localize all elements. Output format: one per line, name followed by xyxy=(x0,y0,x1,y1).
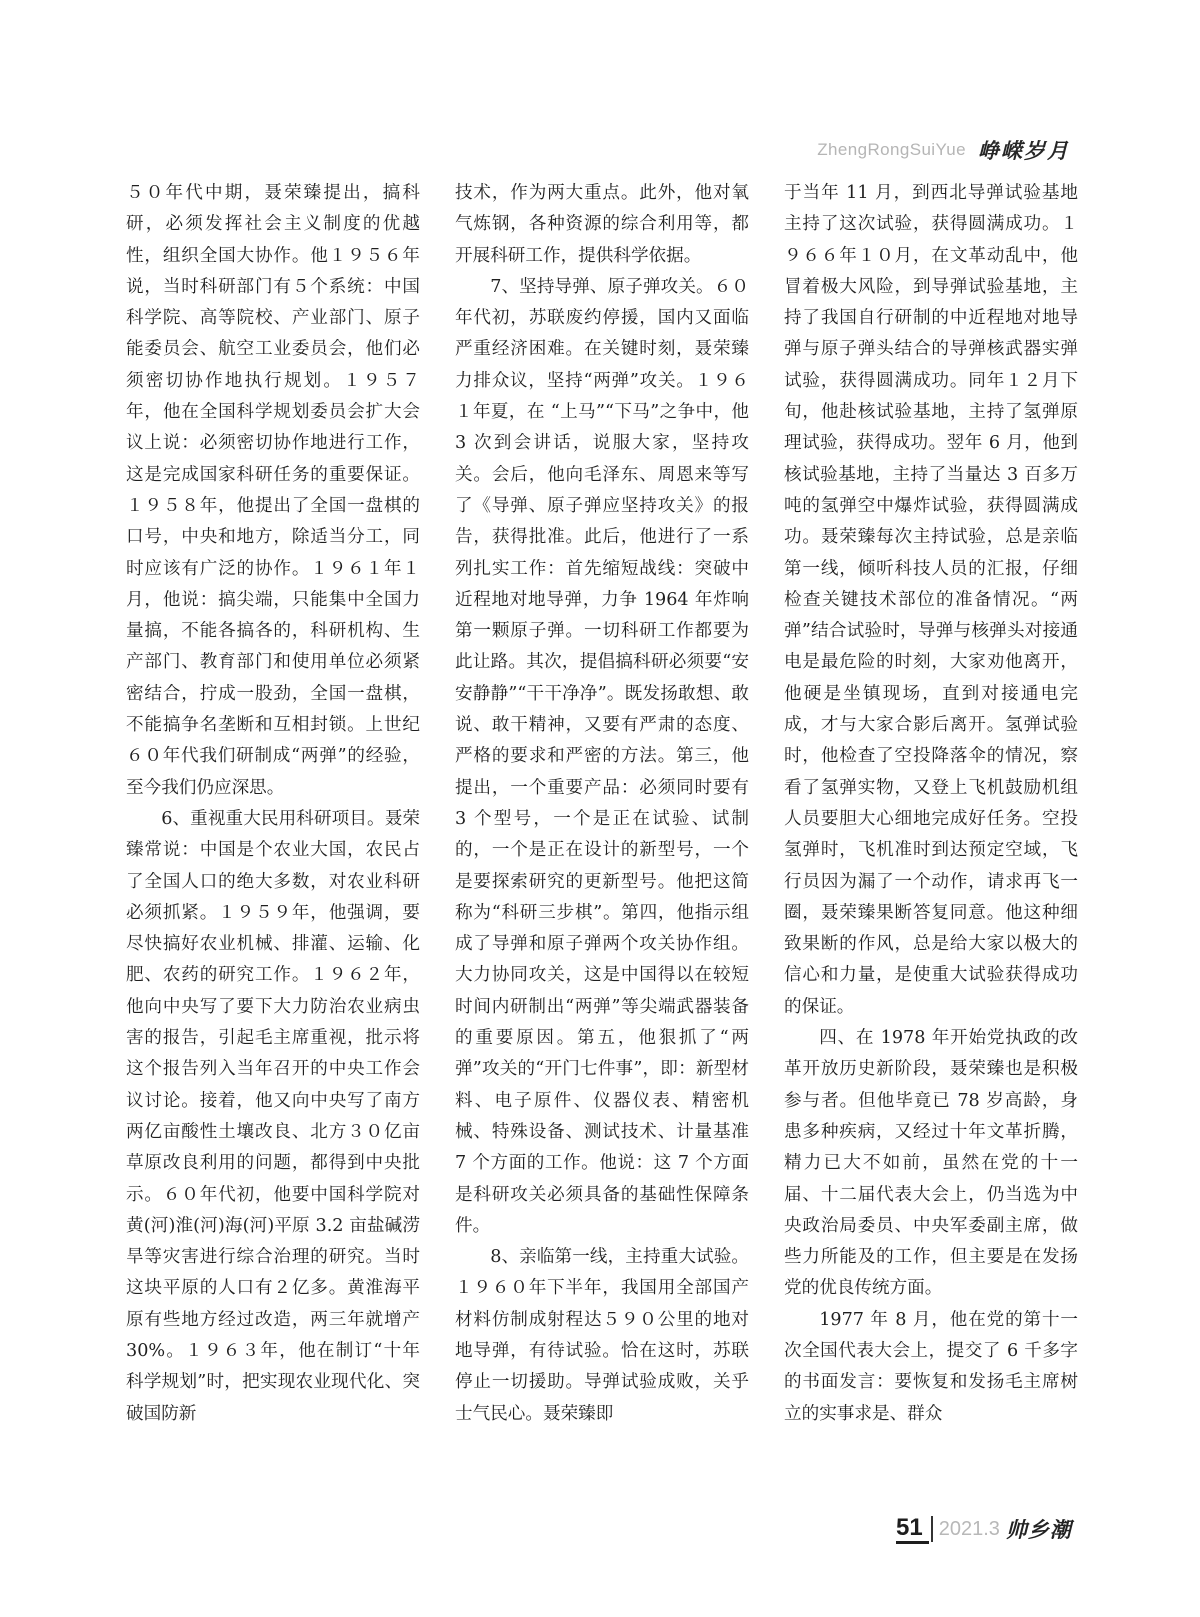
paragraph: 于当年 11 月，到西北导弹试验基地主持了这次试验，获得圆满成功。１９６６年１０月，在文革动乱中，他冒着极大风险，到导弹试验基地，主持了我国自行研制的中近程地对地导弹与原子弹头结合的导弹核武器实弹试验，获得圆满成功。同年１２月下旬，他赴核试验基地，主持了氢弹原理试验，获得成功。翌年 6 月，他到核试验基地，主持了当量达 3 百多万吨的氢弹空中爆炸试验，获得圆满成功。聂荣臻每次主持试验，总是亲临第一线，倾听科技人员的汇报，仔细检查关键技术部位的准备情况。“两弹”结合试验时，导弹与核弹头对接通电是最危险的时刻，大家劝他离开，他硬是坐镇现场，直到对接通电完成，才与大家合影后离开。氢弹试验时，他检查了空投降落伞的情况，察看了氢弹实物，又登上飞机鼓励机组人员要胆大心细地完成好任务。空投氢弹时，飞机准时到达预定空域，飞行员因为漏了一个动作，请求再飞一圈，聂荣臻果断答复同意。他这种细致果断的作风，总是给大家以极大的信心和力量，是使重大试验获得成功的保证。 xyxy=(784,183,1078,1017)
paragraph: 四、在 1978 年开始党执政的改革开放历史新阶段，聂荣臻也是积极参与者。但他毕竟已 78 岁高龄，身患多种疾病，又经过十年文革折腾，精力已大不如前，虽然在党的十一届、十二届代表大会上，仍当选为中央政治局委员、中央军委副主席，做些力所能及的工作，但主要是在发扬党的优良传统方面。 xyxy=(784,1028,1078,1299)
issue-label: 2021.3 xyxy=(931,1516,1006,1542)
page-number: 51 xyxy=(896,1515,929,1544)
paragraph: ５０年代中期，聂荣臻提出，搞科研，必须发挥社会主义制度的优越性，组织全国大协作。他１９５６年说，当时科研部门有５个系统：中国科学院、高等院校、产业部门、原子能委员会、航空工业委员会，他们必须密切协作地执行规划。１９５７年，他在全国科学规划委员会扩大会议上说：必须密切协作地进行工作，这是完成国家科研任务的重要保证。１９５８年，他提出了全国一盘棋的口号，中央和地方，除适当分工，同时应该有广泛的协作。１９６１年１月，他说：搞尖端，只能集中全国力量搞，不能各搞各的，科研机构、生产部门、教育部门和使用单位必须紧密结合，拧成一股劲，全国一盘棋，不能搞争名垄断和互相封锁。上世纪６０年代我们研制成“两弹”的经验，至今我们仍应深思。 xyxy=(126,183,420,798)
column-left xyxy=(126,178,420,1488)
paragraph: 1977 年 8 月，他在党的第十一次全国代表大会上，提交了 6 千多字的书面发言：要恢复和发扬毛主席树立的实事求是、群众 xyxy=(784,1309,1078,1424)
magazine-logo: 帅乡潮 xyxy=(1005,1518,1072,1542)
page-footer xyxy=(896,1512,1072,1546)
paragraph: 8、亲临第一线，主持重大试验。１９６０年下半年，我国用全部国产材料仿制成射程达５９０公里的地对地导弹，有待试验。恰在这时，苏联停止一切援助。导弹试验成败，关乎士气民心。聂荣臻即 xyxy=(455,1247,749,1424)
running-header xyxy=(817,133,1070,167)
article-body xyxy=(126,178,1078,1488)
column-middle xyxy=(455,178,749,1488)
section-roman-label: ZhengRongSuiYue xyxy=(817,140,966,159)
section-title: 峥嵘岁月 xyxy=(978,139,1070,163)
column-right xyxy=(784,178,1078,1488)
paragraph: 技术，作为两大重点。此外，他对氧气炼钢，各种资源的综合利用等，都开展科研工作，提供科学依据。 xyxy=(455,183,749,266)
paragraph: 6、重视重大民用科研项目。聂荣臻常说：中国是个农业大国，农民占了全国人口的绝大多数，对农业科研必须抓紧。１９５９年，他强调，要尽快搞好农业机械、排灌、运输、化肥、农药的研究工作。１９６２年，他向中央写了要下大力防治农业病虫害的报告，引起毛主席重视，批示将这个报告列入当年召开的中央工作会议讨论。接着，他又向中央写了南方两亿亩酸性土壤改良、北方３０亿亩草原改良利用的问题，都得到中央批示。６０年代初，他要中国科学院对黄(河)淮(河)海(河)平原 3.2 亩盐碱涝旱等灾害进行综合治理的研究。当时这块平原的人口有２亿多。黄淮海平原有些地方经过改造，两三年就增产 30%。１９６３年，他在制订“十年科学规划”时，把实现农业现代化、突破国防新 xyxy=(126,808,420,1424)
paragraph: 7、坚持导弹、原子弹攻关。６０年代初，苏联废约停援，国内又面临严重经济困难。在关键时刻，聂荣臻力排众议，坚持“两弹”攻关。１９６１年夏，在 “上马”“下马”之争中，他 3 次到会讲话，说服大家，坚持攻关。会后，他向毛泽东、周恩来等写了《导弹、原子弹应坚持攻关》的报告，获得批准。此后，他进行了一系列扎实工作：首先缩短战线：突破中近程地对地导弹，力争 1964 年炸响第一颗原子弹。一切科研工作都要为此让路。其次，提倡搞科研必须要“安安静静”“干干净净”。既发扬敢想、敢说、敢干精神，又要有严肃的态度、严格的要求和严密的方法。第三，他提出，一个重要产品：必须同时要有 3 个型号，一个是正在试验、试制的，一个是正在设计的新型号，一个是要探索研究的更新型号。他把这简称为“科研三步棋”。第四，他指示组成了导弹和原子弹两个攻关协作组。大力协同攻关，这是中国得以在较短时间内研制出“两弹”等尖端武器装备的重要原因。第五，他狠抓了“两弹”攻关的“开门七件事”，即：新型材料、电子原件、仪器仪表、精密机械、特殊设备、测试技术、计量基准 7 个方面的工作。他说：这 7 个方面是科研攻关必须具备的基础性保障条件。 xyxy=(455,276,749,1236)
